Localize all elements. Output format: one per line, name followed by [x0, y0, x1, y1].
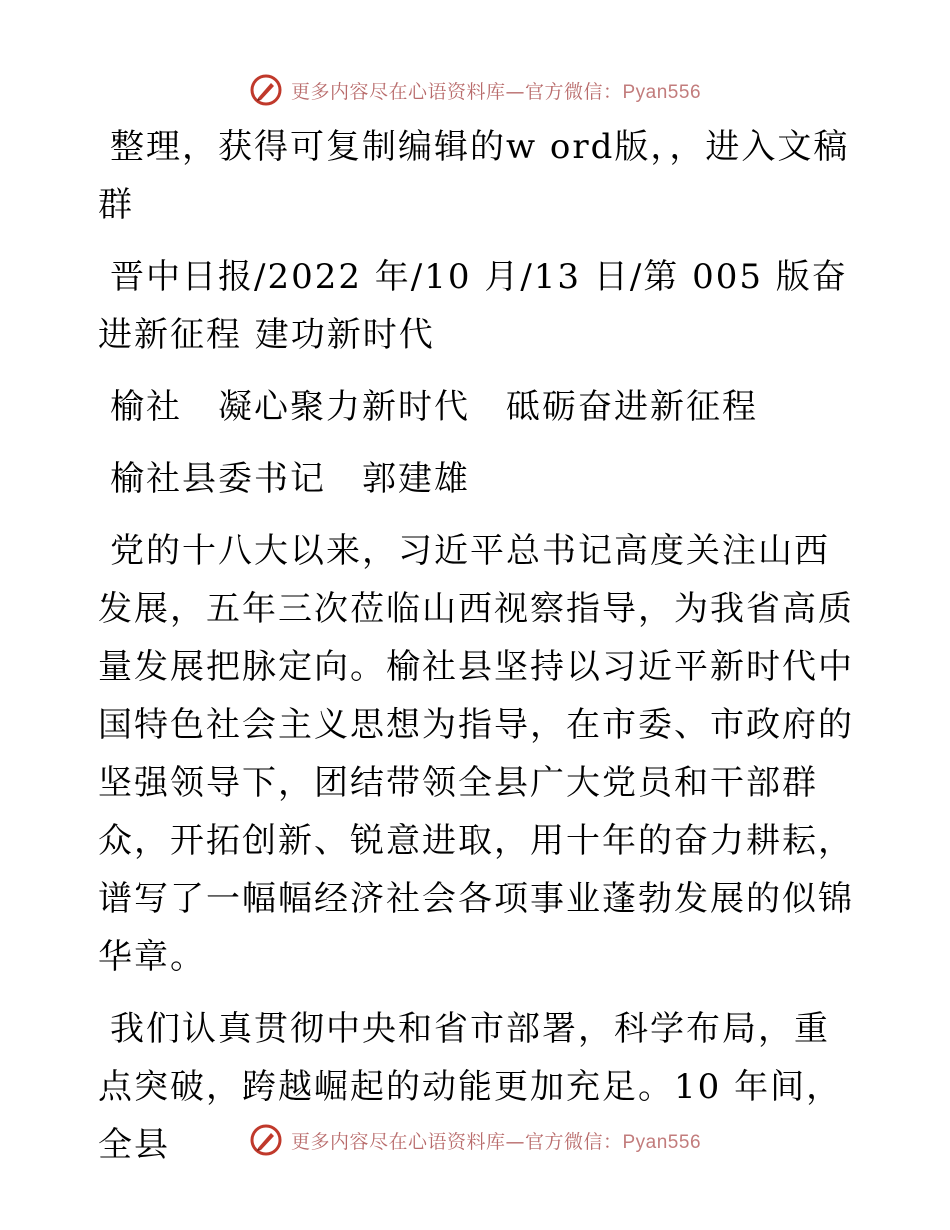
paragraph-intro: 整理，获得可复制编辑的w ord版，，进入文稿群 [98, 127, 850, 225]
pen-logo-icon [249, 73, 283, 107]
watermark-wechat-id: Pyan556 [622, 81, 702, 103]
watermark-text: 更多内容尽在心语资料库—官方微信：Pyan556 [290, 80, 702, 103]
paragraph-source: 晋中日报/2022 年/10 月/13 日/第 005 版奋进新征程 建功新时代 [98, 257, 848, 355]
watermark-text: 更多内容尽在心语资料库—官方微信：Pyan556 [290, 1130, 702, 1153]
paragraph-author: 榆社县委书记 郭建雄 [110, 459, 470, 499]
pen-logo-icon [249, 1123, 283, 1157]
watermark-footer [0, 1120, 950, 1160]
watermark-header [0, 70, 950, 110]
document-body [98, 118, 858, 1174]
paragraph-title: 榆社 凝心聚力新时代 砥砺奋进新征程 [110, 387, 758, 427]
watermark-wechat-id: Pyan556 [622, 1131, 702, 1153]
paragraph-body-2: 我们认真贯彻中央和省市部署，科学布局，重点突破，跨越崛起的动能更加充足。10 年间，全县 [98, 1009, 843, 1165]
paragraph-body-1: 党的十八大以来，习近平总书记高度关注山西发展，五年三次莅临山西视察指导，为我省高质量发展把脉定向。榆社县坚持以习近平新时代中国特色社会主义思想为指导，在市委、市政府的坚强领导下，团结带领全县广大党员和干部群众，开拓创新、锐意进取，用十年的奋力耕耘，谱写了一幅幅经济社会各项事业蓬勃发展的似锦华章。 [98, 531, 854, 977]
